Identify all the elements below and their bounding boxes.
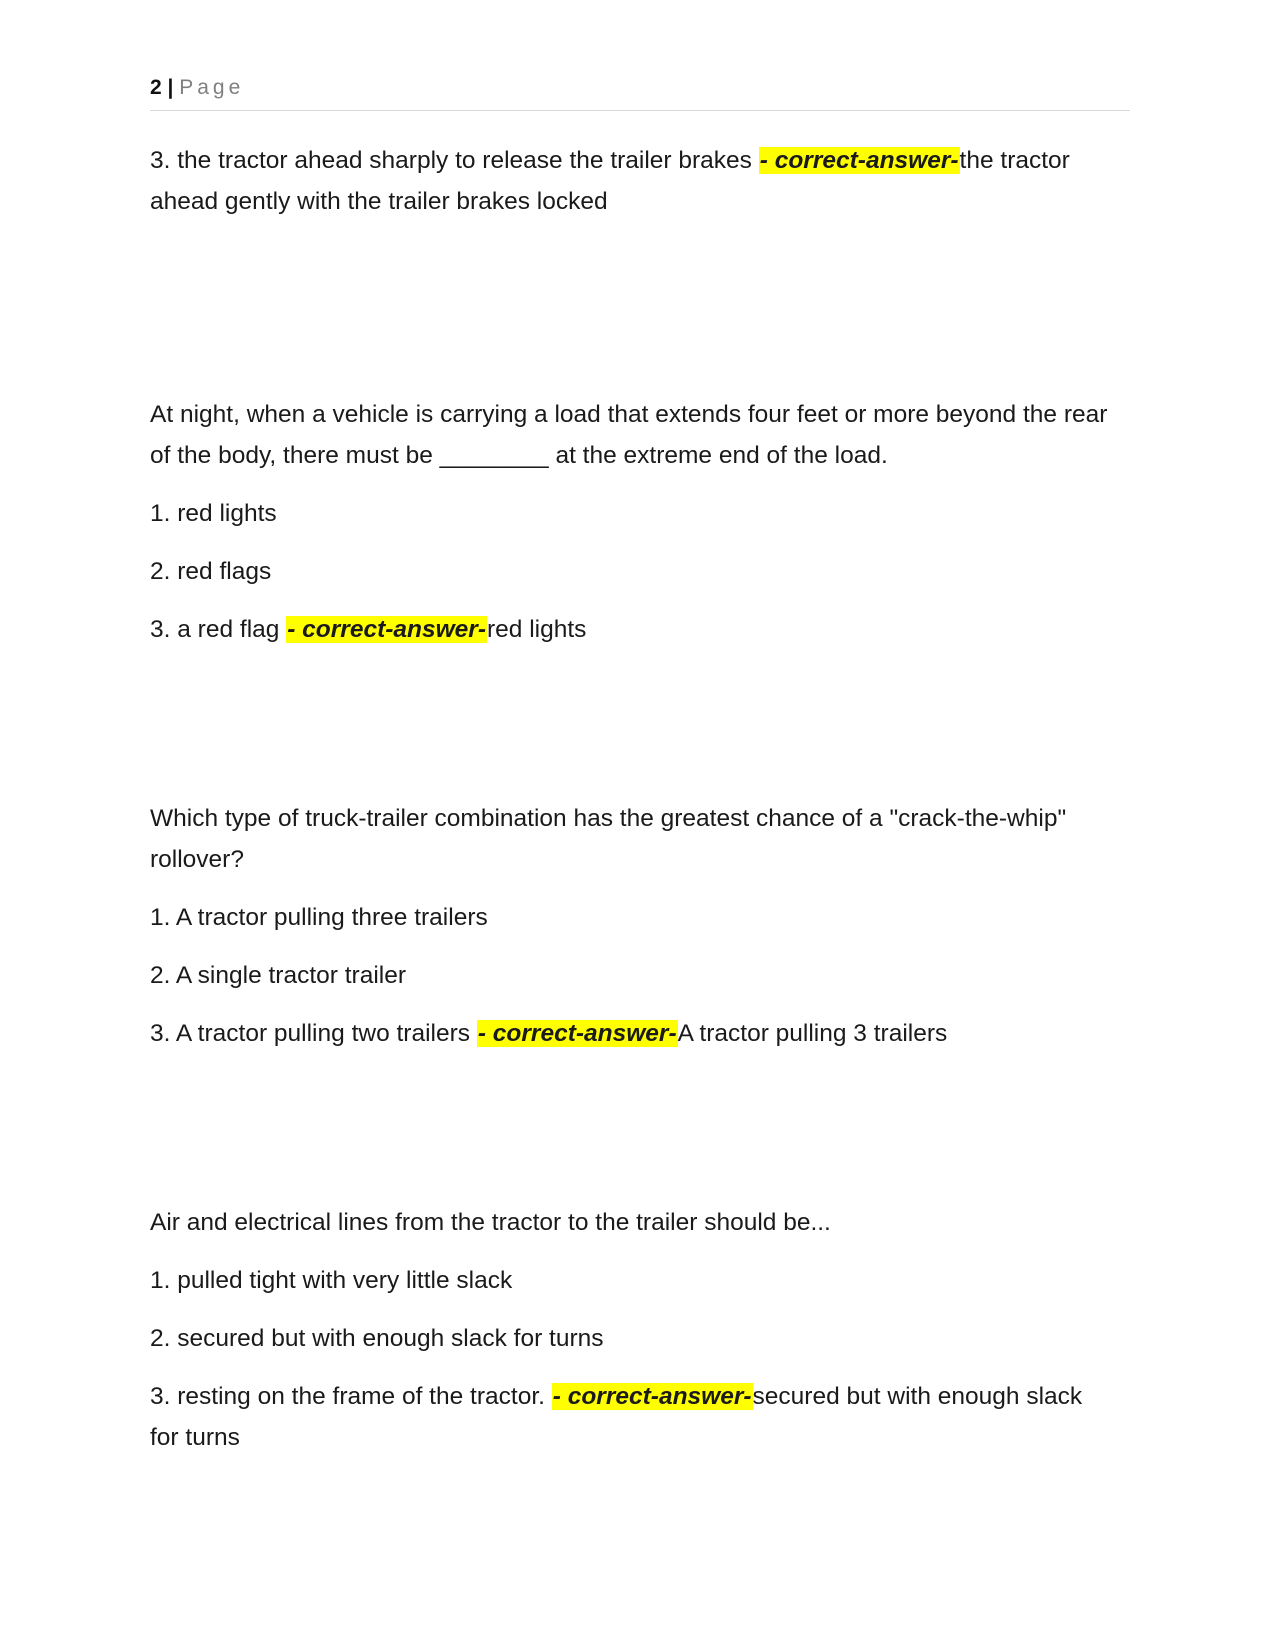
- answer-option: [150, 1376, 1110, 1458]
- page-number: 2: [150, 76, 162, 99]
- page-separator: |: [161, 76, 180, 99]
- answer-option: [150, 140, 1110, 222]
- correct-answer-text: red lights: [487, 616, 587, 643]
- correct-answer-marker: - correct-answer-: [477, 1020, 677, 1047]
- answer-option: 2. red flags: [150, 558, 272, 585]
- correct-answer-marker: - correct-answer-: [552, 1383, 752, 1410]
- answer-option: 1. red lights: [150, 500, 277, 527]
- question-block: [150, 394, 1110, 650]
- question-text: At night, when a vehicle is carrying a load that extends four feet or more beyond the rear of the body, there must be ________ at the extreme end of the load.: [150, 401, 1108, 469]
- option-text: 3. the tractor ahead sharply to release the trailer brakes: [150, 147, 759, 174]
- question-block: [150, 1202, 1110, 1458]
- answer-option: 1. A tractor pulling three trailers: [150, 904, 488, 931]
- answer-option: 2. A single tractor trailer: [150, 962, 407, 989]
- correct-answer-text: secured but with enough slack for turns: [150, 1383, 1083, 1451]
- correct-answer-text: A tractor pulling 3 trailers: [677, 1020, 948, 1047]
- question-block: [150, 798, 1110, 1054]
- question-block: [150, 140, 1110, 222]
- page-word: Page: [179, 76, 245, 99]
- answer-option: 1. pulled tight with very little slack: [150, 1267, 513, 1294]
- question-text: Air and electrical lines from the tractor to the trailer should be...: [150, 1209, 831, 1236]
- correct-answer-marker: - correct-answer-: [759, 147, 959, 174]
- option-text: 3. A tractor pulling two trailers: [150, 1020, 477, 1047]
- answer-option: 2. secured but with enough slack for turns: [150, 1325, 604, 1352]
- option-text: 3. resting on the frame of the tractor.: [150, 1383, 552, 1410]
- document-body: [150, 140, 1110, 1458]
- answer-option: [150, 609, 1110, 650]
- question-text: Which type of truck-trailer combination has the greatest chance of a "crack-the-whip" rollover?: [150, 805, 1067, 873]
- correct-answer-text: the tractor ahead gently with the trailer brakes locked: [150, 147, 1070, 215]
- answer-option: [150, 1013, 1110, 1054]
- page-header: [150, 76, 1130, 111]
- option-text: 3. a red flag: [150, 616, 287, 643]
- correct-answer-marker: - correct-answer-: [287, 616, 486, 643]
